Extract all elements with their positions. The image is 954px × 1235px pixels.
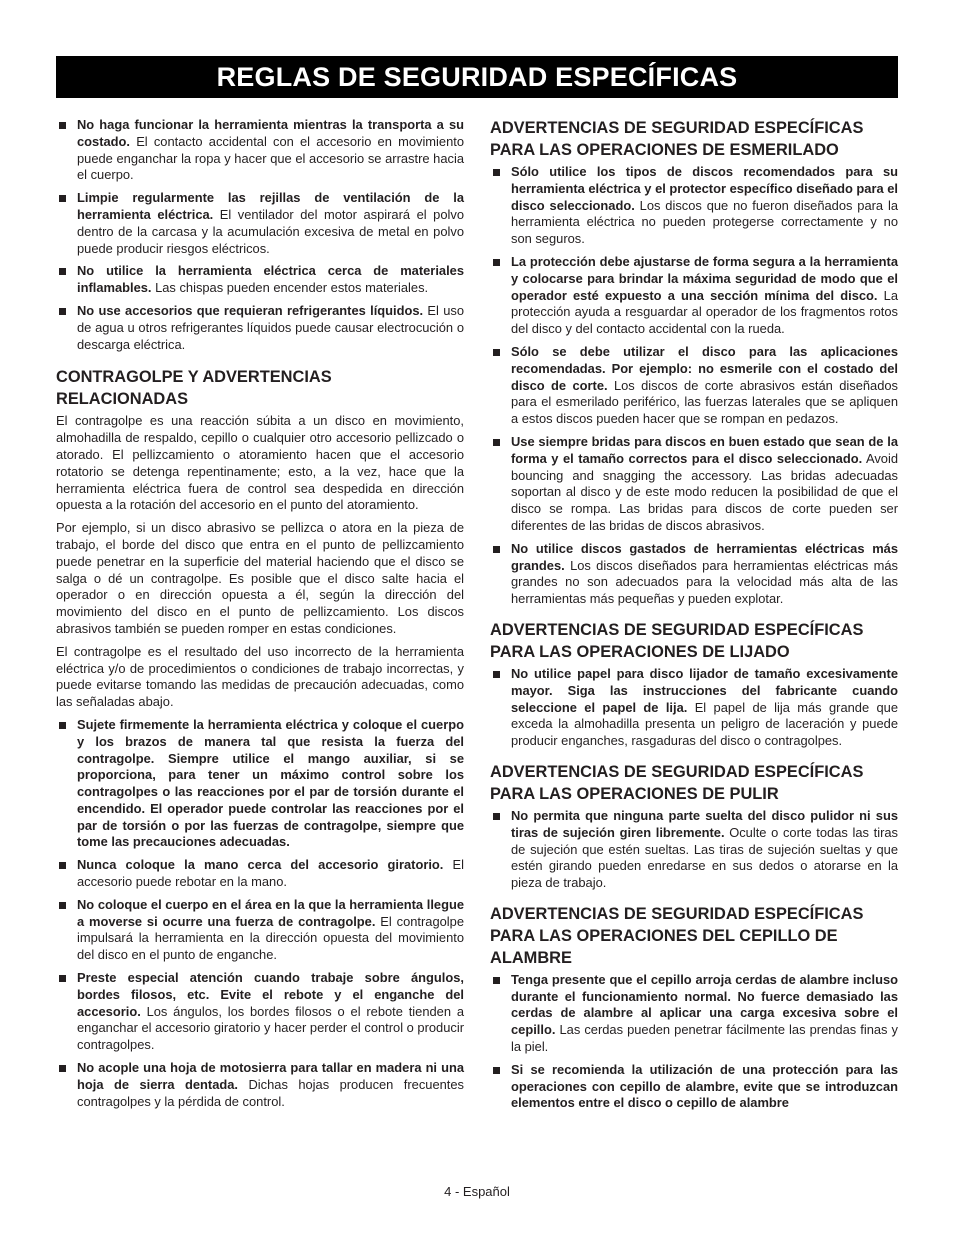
page-title-banner: REGLAS DE SEGURIDAD ESPECÍFICAS (56, 56, 898, 98)
bullet-body-text: Dichas hojas producen frecuentes contragolpes y la pérdida de control. (77, 1076, 464, 1109)
bullet-bold-text: No haga funcionar la herramienta mientras la transporta a su costado. (77, 117, 464, 149)
safety-list-item (490, 164, 898, 248)
grinding-heading: ADVERTENCIAS DE SEGURIDAD ESPECÍFICAS PARA LAS OPERACIONES DE ESMERILADO (490, 119, 864, 159)
bullet-bold-text: Preste especial atención cuando trabaje sobre ángulos, bordes filosos, etc. Evite el rebote y el enganche del accesorio. (77, 970, 464, 1019)
bullet-body-text: Los ángulos, los bordes filosos o el rebote tienden a enganchar el accesorio giratorio y hacer perder el control o producir contragolpes. (77, 1003, 464, 1053)
safety-list-item (56, 117, 464, 184)
safety-list-item (490, 254, 898, 338)
bullet-body-text: Las chispas pueden encender estos materiales. (151, 280, 429, 296)
bullet-body-text: Avoid bouncing and snagging the accessory. Las bridas adecuadas soportan al disco y de este modo reducen la posibilidad de que el disco se rompa. Las bridas para discos de corte pueden ser diferentes de las bridas de discos abrasivos. (511, 450, 898, 533)
safety-list-item (56, 190, 464, 257)
bullet-bold-text: Sujete firmemente la herramienta eléctrica y coloque el cuerpo y los brazos de manera tal que resista la fuerza del contragolpe. Siempre utilice el mango auxiliar, si se proporciona, para tener un máximo control sobre los contragolpes o las reacciones por el par de torsión durante el encendido. El operador puede controlar las reacciones por el par de torsión o por las fuerzas de contragolpe, siempre que tome las precauciones adecuadas. (77, 716, 464, 850)
page-footer: 4 - Español (444, 1184, 510, 1199)
bullet-body-text: El uso de agua u otros refrigerantes líquidos puede causar electrocución o descarga eléctrica. (77, 302, 464, 352)
safety-list-item (490, 541, 898, 608)
safety-list-item (490, 808, 898, 892)
bullet-bold-text: Nunca coloque la mano cerca del accesorio giratorio. (77, 857, 444, 873)
bullet-bold-text: No utilice papel para disco lijador de tamaño excesivamente mayor. Siga las instrucciones del fabricante cuando seleccione el papel de lija. (511, 665, 898, 715)
square-bullet-icon (59, 862, 66, 869)
polishing-list (490, 808, 898, 892)
kickback-paragraph: El contragolpe es el resultado del uso incorrecto de la herramienta eléctrica y/o de procedimientos o condiciones de trabajo incorrectas, y puede evitarse tomando las medidas de precaución adecuadas, como las señaladas abajo. (56, 643, 464, 710)
square-bullet-icon (59, 268, 66, 275)
kickback-paragraph: El contragolpe es una reacción súbita a un disco en movimiento, almohadilla de respaldo, cepillo o cualquier otro accesorio pellizcado o atorado. El pellizcamiento o atoramiento hacen que el accesorio rotatorio se detenga repentinamente; esto, a la vez, hace que la herramienta eléctrica fuera de control sea despedida en dirección opuesta a la rotación del accesorio en el punto del atoramiento. (56, 413, 464, 513)
square-bullet-icon (59, 308, 66, 315)
sanding-heading: ADVERTENCIAS DE SEGURIDAD ESPECÍFICAS PARA LAS OPERACIONES DE LIJADO (490, 620, 864, 661)
square-bullet-icon (59, 1065, 66, 1072)
safety-list-item (56, 970, 464, 1054)
safety-list-item (490, 434, 898, 535)
square-bullet-icon (493, 977, 500, 984)
bullet-body-text: Los discos diseñados para herramientas eléctricas más grandes no son adecuados para la velocidad más alta de las herramientas más pequeñas y pueden explotar. (511, 557, 898, 607)
bullet-bold-text: La protección debe ajustarse de forma segura a la herramienta y colocarse para brindar la máxima seguridad de modo que el operador esté expuesto a una sección mínima del disco. (511, 253, 898, 303)
bullet-body-text: El accesorio puede rebotar en la mano. (77, 857, 465, 890)
square-bullet-icon (59, 902, 66, 909)
bullet-bold-text: Limpie regularmente las rejillas de ventilación de la herramienta eléctrica. (77, 190, 464, 222)
safety-list-item (56, 1060, 464, 1110)
safety-list-item (56, 263, 464, 297)
left-column (56, 117, 464, 1116)
bullet-body-text: El papel de lija más grande que exceda la almohadilla presenta un peligro de laceración y puede producir enganches, rasgaduras del disco o contragolpes. (511, 699, 898, 749)
square-bullet-icon (493, 671, 500, 678)
square-bullet-icon (493, 349, 500, 356)
square-bullet-icon (59, 195, 66, 202)
bullet-body-text: Oculte o corte todas las tiras de sujeción que estén sueltas. Las tiras de sujeción sueltas y que estén girando pueden enredarse en sus dedos o atorarse en la pieza de trabajo. (511, 824, 898, 891)
safety-list-item (56, 717, 464, 851)
bullet-body-text: Las cerdas pueden penetrar fácilmente las prendas finas y la piel. (511, 1022, 898, 1055)
sanding-list (490, 666, 898, 750)
square-bullet-icon (493, 259, 500, 266)
general-safety-list (56, 117, 464, 353)
square-bullet-icon (493, 546, 500, 553)
bullet-body-text: La protección ayuda a resguardar al operador de los fragmentos rotos del disco y del contacto accidental con la rueda. (511, 287, 898, 337)
bullet-bold-text: No permita que ninguna parte suelta del disco pulidor ni sus tiras de sujeción giren libremente. (511, 807, 898, 840)
square-bullet-icon (493, 439, 500, 446)
bullet-body-text: El contragolpe impulsará la herramienta en la dirección opuesta del movimiento del disco en el punto de enganche. (77, 913, 464, 963)
wirebrush-list (490, 972, 898, 1112)
bullet-bold-text: No utilice la herramienta eléctrica cerca de materiales inflamables. (77, 263, 464, 296)
kickback-list (56, 717, 464, 1111)
square-bullet-icon (493, 1067, 500, 1074)
safety-list-item (56, 857, 464, 891)
bullet-body-text: Los discos que no fueron diseñados para la herramienta eléctrica no pueden protegerse correctamente y no son seguros. (511, 197, 898, 247)
grinding-list (490, 164, 898, 608)
bullet-bold-text: No coloque el cuerpo en el área en la que la herramienta llegue a moverse si ocurre una fuerza de contragolpe. (77, 896, 464, 929)
safety-list-item (56, 897, 464, 964)
square-bullet-icon (493, 169, 500, 176)
polishing-heading: ADVERTENCIAS DE SEGURIDAD ESPECÍFICAS PARA LAS OPERACIONES DE PULIR (490, 762, 864, 803)
bullet-bold-text: Sólo se debe utilizar el disco para las aplicaciones recomendadas. Por ejemplo: no esmerile con el costado del disco de corte. (511, 343, 898, 393)
safety-list-item (490, 1062, 898, 1112)
bullet-bold-text: Tenga presente que el cepillo arroja cerdas de alambre incluso durante el funcionamiento normal. No fuerce demasiado las cerdas de alambre al aplicar una carga excesiva sobre el cepillo. (511, 971, 898, 1038)
bullet-bold-text: No acople una hoja de motosierra para tallar en madera ni una hoja de sierra dentada. (77, 1060, 464, 1092)
square-bullet-icon (59, 722, 66, 729)
bullet-body-text: Los discos de corte abrasivos están diseñados para el esmerilado periférico, las fuerzas laterales que se apliquen a estos discos pueden hacer que se rompan en pedazos. (511, 377, 898, 427)
bullet-bold-text: Si se recomienda la utilización de una protección para las operaciones con cepillo de alambre, evite que se introduzcan elementos entre el disco o cepillo de alambre (511, 1061, 898, 1111)
bullet-bold-text: No utilice discos gastados de herramientas eléctricas más grandes. (511, 540, 898, 573)
bullet-bold-text: Sólo utilice los tipos de discos recomendados para su herramienta eléctrica y el protector específico diseñado para el disco seleccionado. (511, 164, 898, 213)
wirebrush-heading: ADVERTENCIAS DE SEGURIDAD ESPECÍFICAS PARA LAS OPERACIONES DEL CEPILLO DE ALAMBRE (490, 904, 864, 967)
safety-list-item (56, 303, 464, 353)
bullet-body-text: El contacto accidental con el accesorio en movimiento puede enganchar la ropa y hacer que el accesorio se arrastre hacia el cuerpo. (77, 133, 464, 183)
kickback-paragraph: Por ejemplo, si un disco abrasivo se pellizca o atora en la pieza de trabajo, el borde del disco que entra en el punto de pellizcamiento puede penetrar en la superficie del material haciendo que el disco se salga o dé un contragolpe. Es posible que el disco salte hacia el operador o en dirección opuesta a él, según la dirección del movimiento del disco en el punto de pellizcamiento. Los discos abrasivos también se pueden romper en estas condiciones. (56, 520, 464, 636)
right-column (490, 117, 898, 1118)
square-bullet-icon (59, 122, 66, 129)
bullet-body-text: El ventilador del motor aspirará el polvo dentro de la carcasa y la acumulación excesiva de metal en polvo puede producir riesgos eléctricos. (77, 206, 465, 256)
kickback-heading: CONTRAGOLPE Y ADVERTENCIAS RELACIONADAS (56, 368, 332, 409)
safety-list-item (490, 972, 898, 1056)
square-bullet-icon (493, 813, 500, 820)
bullet-bold-text: Use siempre bridas para discos en buen estado que sean de la forma y el tamaño correctos para el disco seleccionado. (511, 433, 898, 466)
safety-list-item (490, 344, 898, 428)
bullet-bold-text: No use accesorios que requieran refrigerantes líquidos. (77, 302, 424, 318)
safety-list-item (490, 666, 898, 750)
square-bullet-icon (59, 975, 66, 982)
